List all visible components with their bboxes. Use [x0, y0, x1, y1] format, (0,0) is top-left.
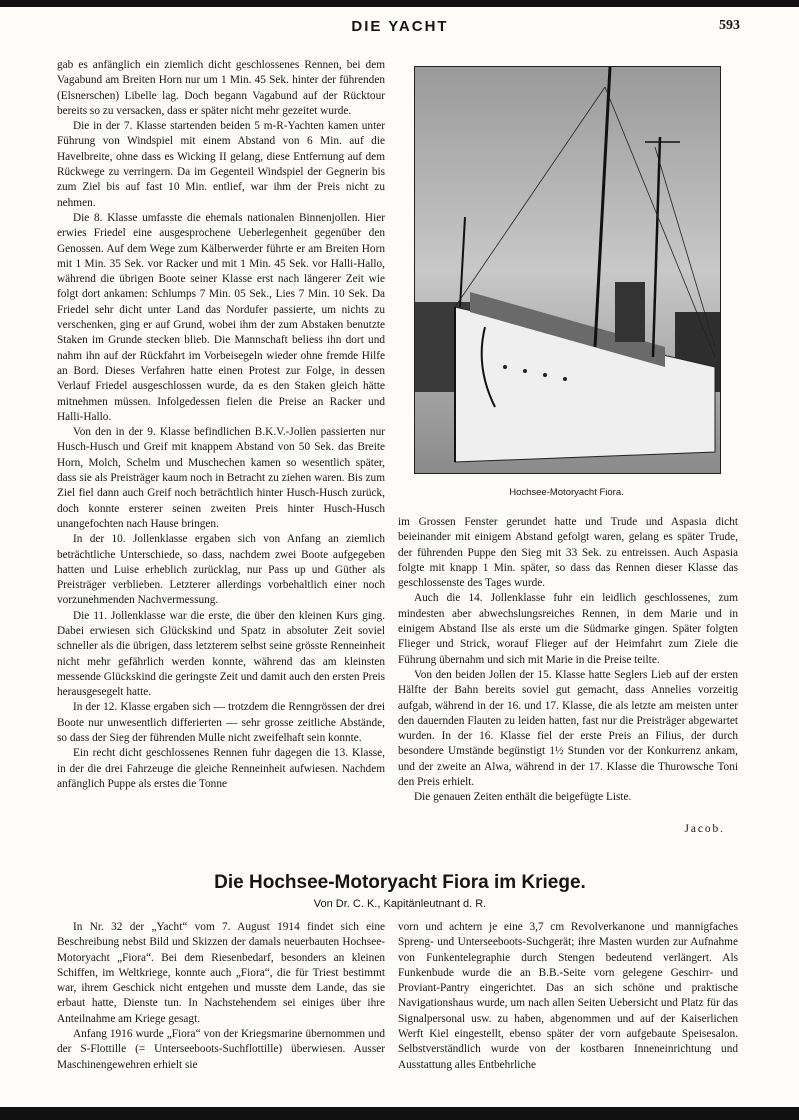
left-text-column	[57, 58, 385, 840]
paragraph: Die genauen Zeiten enthält die beigefügte Liste.	[414, 791, 632, 804]
article-left-column	[57, 920, 385, 1080]
running-header: DIE YACHT	[351, 18, 449, 35]
photo-caption: Hochsee-Motoryacht Fiora.	[509, 487, 624, 498]
paragraph: gab es anfänglich ein ziemlich dicht geschlossenes Rennen, bei dem Vagabund am Breiten Horn nur um 1 Min. 45 Sek. hinter der führenden (Elsnerschen) Libelle lag. Doch begann Vagabund auf der Rücktour bereits so zu versacken, dass er später nicht mehr gezeitet wurde.	[57, 59, 385, 117]
paragraph: Ein recht dicht geschlossenes Rennen fuhr dagegen die 13. Klasse, in der die drei Fahrzeuge die gleiche Renneinheit aufwiesen. Nachdem anfänglich Puppe als erstes die Tonne	[57, 747, 385, 790]
paragraph: In Nr. 32 der „Yacht“ vom 7. August 1914 findet sich eine Beschreibung nebst Bild und Skizzen der damals neuerbauten Hochsee-Motoryacht „Fiora“. Bei dem Riesenbedarf, besonders an kleinen Schiffen, im Weltkriege, konnte auch „Fiora“, die für Triest bestimmt war, ihrem Geschick nicht entgehen und musste dem Lande, das sie erbaut hatte, Dienste tun. In Nachstehendem sei einiges über ihre Anteilnahme am Kriege gesagt.	[57, 921, 385, 1025]
paragraph: In der 12. Klasse ergaben sich — trotzdem die Renngrössen der drei Boote nur unwesentlich differierten — sehr grosse zeitliche Abstände, so dass der Sieg der führenden Mulle nicht zweifelhaft sein konnte.	[57, 701, 385, 745]
paragraph: Von den beiden Jollen der 15. Klasse hatte Seglers Lieb auf der ersten Hälfte der Bahn bereits soviel gut gemacht, dass Annelies vorzeitig aufgab, während in der 16. und 17. Klasse, die als letzte am meisten unter den dauernden Flauten zu leiden hatten, fast nur die Preisträger abgewartet wurden. In der 16. Klasse fiel der erste Preis an Filius, der durch besondere Umstände begünstigt 1½ Stunden vor der Konkurrenz ankam, und der zweite an Alwa, während in der 17. Klasse die Thurowsche Toni den Preis erhielt.	[398, 668, 738, 789]
paragraph: Die 11. Jollenklasse war die erste, die über den kleinen Kurs ging. Dabei erwiesen sich Glückskind und Spatz in absoluter Zeit soviel schneller als die übrigen, dass letzterem selbst seine grösste Renneinheit nicht mehr gefährlich werden konnte, während das am kleinsten messende Glückskind die geringste Zeit und damit auch den ersten Preis herausgesegelt hatte.	[57, 609, 385, 699]
paragraph: Auch die 14. Jollenklasse fuhr ein leidlich geschlossenes, zum mindesten aber abwechslungsreiches Rennen, in dem Marie und in einigem Abstand Ilse als erste um die Südmarke gingen. Später folgten Flieger und Strick, worauf Flieger auf der Heimfahrt zum Ziele die Führung übernahm und sich mit Marie in die Preise teilte.	[398, 592, 738, 666]
paragraph: vorn und achtern je eine 3,7 cm Revolverkanone und mannigfaches Spreng- und Unterseeboots-Suchgerät; ihre Masten wurden zur Aufnahme von Funkentelegraphie durch Stengen bedeutend verlängert. Als Funkenbude wurde die an B.B.-Seite vorn gelegene Geschirr- und Proviant-Pantry eingerichtet. Das an sich schöne und praktische Navigationshaus wurde, um nach allen Seiten Uebersicht und Platz für das Signalpersonal usw. zu haben, abgenommen und auf der Kaiserlichen Werft Kiel eingestellt, ebenso später der vorn aufgebaute Speisesalon. Selbstverständlich wurde von der kostbaren Inneneinrichtung und Ausstattung alles Entbehrliche	[398, 921, 738, 1071]
page-number: 593	[719, 18, 740, 33]
paragraph: Von den in der 9. Klasse befindlichen B.K.V.-Jollen passierten nur Husch-Husch und Greif mit knappem Abstand von 50 Sek. das Breite Horn, Molch, Schelm und Muschechen kamen so wesentlich später, dass sie als Preisträger kaum noch in Betracht zu ziehen waren. Bis zum Ziel fiel dann auch Greif noch beträchtlich hinter Husch-Husch zurück, doch konnte ersterer seinen zweiten Preis hinter Husch-Husch unangefochten nach Hause bringen.	[57, 426, 385, 530]
article-title: Die Hochsee-Motoryacht Fiora im Kriege.	[214, 872, 586, 893]
paragraph: Anfang 1916 wurde „Fiora“ von der Kriegsmarine übernommen und der S-Flottille (= Unterseeboots-Suchflottille) überwiesen. Ausser Maschinengewehren erhielt sie	[57, 1028, 385, 1071]
author-signature: Jacob.	[684, 823, 725, 835]
yacht-photo	[414, 66, 721, 474]
yacht-illustration	[415, 67, 720, 473]
paragraph: Die in der 7. Klasse startenden beiden 5 m-R-Yachten kamen unter Führung von Windspiel mit einem Abstand von 6 Min. auf die Havelbreite, ohne dass es Wicking II gelang, diese Entfernung auf dem Rückwege zu verringern. Da im Gegenteil Windspiel der Gegnerin bis zum Ziel bis auf fast 10 Min. entlief, war ihm der Preis nicht zu nehmen.	[57, 120, 385, 209]
article-byline: Von Dr. C. K., Kapitänleutnant d. R.	[313, 898, 487, 910]
article-right-column	[398, 920, 738, 1080]
paragraph: im Grossen Fenster gerundet hatte und Trude und Aspasia dicht beieinander mit einigem Abstand gefolgt waren, gelang es später Trude, der führenden Puppe den Sieg mit 33 Sek. zu entreissen. Auch Aspasia folgte mit knapp 1 Min. später, so dass das Rennen dieser Klasse das geschlossenste des Tages wurde.	[398, 516, 738, 590]
top-border	[0, 0, 799, 7]
paragraph: In der 10. Jollenklasse ergaben sich von Anfang an ziemlich beträchtliche Unterschiede, so dass, nachdem zwei Boote aufgegeben hatten und Luise erheblich zurücklag, nur Pass up und Güther als Preisträger verblieben. Letzterer allerdings vorbehaltlich einer noch vorzunehmenden Nachvermessung.	[57, 533, 385, 607]
right-text-column	[398, 515, 738, 825]
bottom-border	[0, 1107, 799, 1120]
paragraph: Die 8. Klasse umfasste die ehemals nationalen Binnenjollen. Hier erwies Friedel eine ausgesprochene Ueberlegenheit gegenüber den Genossen. Auf dem Wege zum Kälberwerder führte er am Breiten Horn mit 1 Min. 35 Sek. vor Racker und mit 1 Min. 45 Sek. vor Halli-Hallo, während die übrigen Boote seiner Klasse erst nach längerer Zeit wie folgt dort ankamen: Schlumps 7 Min. 05 Sek., Lies 7 Min. 10 Sek. Da Friedel sehr dicht unter Land das Nordufer passierte, um nichts zu verschenken, ging er auf Grund, wobei ihm der zum Abstaken benutzte Staken im Grunde stecken blieb. Die Mannschaft beliess ihn dort und nahm ihn auf der Rückfahrt im Vorbeisegeln wieder ohne fremde Hilfe an Bord. Dieses Verfahren hatte einen Protest zur Folge, in dessen Verlauf Friedel ausgeschlossen wurde, da es den Staken gleich hätte mitnehmen müssen. Infolgedessen fielen die Preise an Racker und Halli-Hallo.	[57, 211, 385, 423]
